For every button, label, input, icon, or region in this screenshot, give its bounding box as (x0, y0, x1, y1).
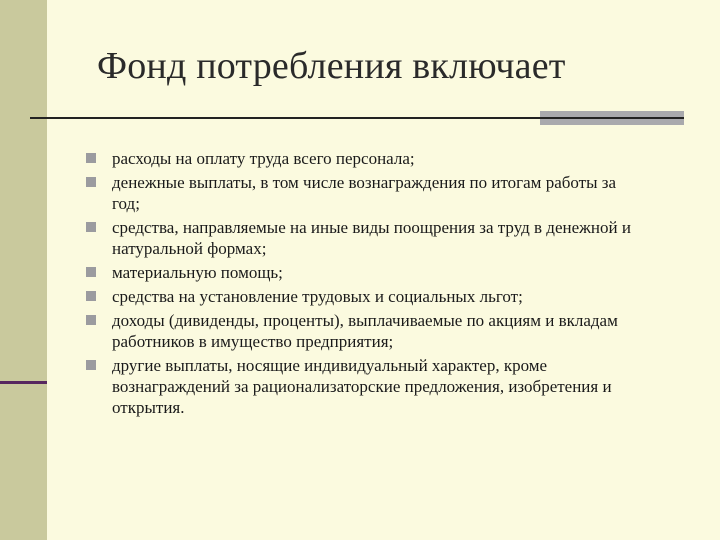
square-bullet-icon (86, 315, 96, 325)
square-bullet-icon (86, 222, 96, 232)
list-item-text: доходы (дивиденды, проценты), выплачиваемые по акциям и вкладам работников в имущество предприятия; (112, 311, 618, 351)
list-item-text: денежные выплаты, в том числе вознаграждения по итогам работы за год; (112, 173, 617, 213)
list-item-text: расходы на оплату труда всего персонала; (112, 149, 415, 168)
list-item-text: другие выплаты, носящие индивидуальный характер, кроме вознаграждений за рационализаторские предложения, изобретения и открытия. (112, 356, 612, 417)
title-underline-extension (540, 117, 684, 119)
left-accent-line (0, 381, 47, 384)
left-decorative-band (0, 0, 47, 540)
list-item (86, 355, 646, 418)
list-item (86, 217, 646, 259)
list-item (86, 286, 646, 307)
square-bullet-icon (86, 360, 96, 370)
square-bullet-icon (86, 291, 96, 301)
square-bullet-icon (86, 177, 96, 187)
list-item-text: материальную помощь; (112, 263, 283, 282)
list-item (86, 172, 646, 214)
slide-title: Фонд потребления включает (97, 45, 566, 87)
list-item-text: средства, направляемые на иные виды поощрения за труд в денежной и натуральной формах; (112, 218, 631, 258)
square-bullet-icon (86, 267, 96, 277)
bullet-list (86, 148, 646, 421)
list-item-text: средства на установление трудовых и социальных льгот; (112, 287, 523, 306)
square-bullet-icon (86, 153, 96, 163)
list-item (86, 310, 646, 352)
list-item (86, 148, 646, 169)
title-underline (30, 117, 540, 119)
list-item (86, 262, 646, 283)
